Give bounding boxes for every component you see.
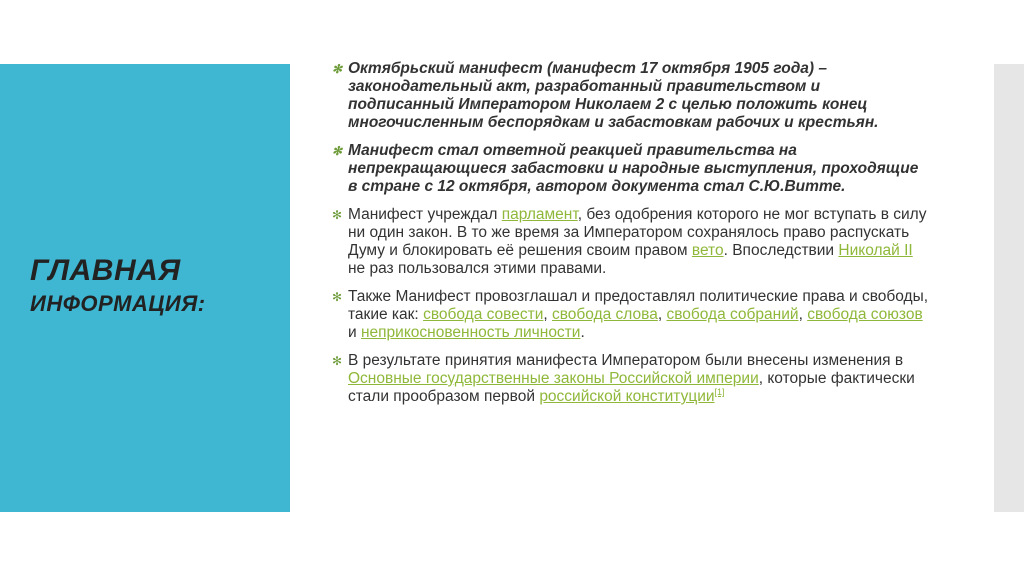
- right-decoration-strip: [994, 64, 1024, 512]
- link-freedom-of-assembly[interactable]: свобода собраний: [666, 306, 799, 323]
- separator: ,: [798, 306, 808, 323]
- bullet-item-1: [330, 60, 930, 132]
- bullet-icon: ✻: [332, 62, 343, 76]
- bullet-icon: ✻: [332, 354, 343, 368]
- bullet-text: , которые фактически стали прообразом первой: [348, 370, 915, 405]
- bullet-icon: ✻: [332, 290, 343, 304]
- link-russian-constitution[interactable]: российской конституции: [539, 388, 715, 405]
- slide-title: [30, 253, 270, 319]
- link-freedom-of-speech[interactable]: свобода слова: [551, 306, 658, 323]
- link-freedom-of-unions[interactable]: свобода союзов: [807, 306, 923, 323]
- bullet-text: . Впоследствии: [723, 242, 839, 259]
- bullet-list: [330, 60, 930, 416]
- bullet-item-5: [330, 352, 930, 406]
- separator: .: [580, 324, 585, 341]
- bullet-icon: ✻: [332, 144, 343, 158]
- bullet-icon: ✻: [332, 208, 343, 222]
- title-line-1: ГЛАВНАЯ: [30, 254, 181, 287]
- link-veto[interactable]: вето: [691, 242, 724, 259]
- bullet-item-3: [330, 206, 930, 278]
- footnote-link[interactable]: [1]: [714, 386, 725, 397]
- separator: ,: [657, 306, 667, 323]
- link-personal-inviolability[interactable]: неприкосновенность личности: [360, 324, 581, 341]
- bullet-text: не раз пользовался этими правами.: [348, 260, 607, 277]
- link-nicholas-ii[interactable]: Николай II: [838, 242, 913, 259]
- bullet-text: Октябрьский манифест (манифест 17 октября 1905 года) – законодательный акт, разработанный правительством и подписанный Императором Николаем 2 с целью положить конец многочисленным беспорядкам и забастовкам рабочих и крестьян.: [348, 60, 879, 131]
- bullet-text: Манифест учреждал: [348, 206, 502, 223]
- link-freedom-of-conscience[interactable]: свобода совести: [423, 306, 544, 323]
- title-line-2: ИНФОРМАЦИЯ:: [30, 291, 206, 316]
- separator: ,: [543, 306, 552, 323]
- separator: и: [348, 324, 361, 341]
- bullet-text: Также Манифест провозглашал и предоставлял политические права и свободы, такие как:: [348, 288, 929, 323]
- bullet-text: В результате принятия манифеста Императором были внесены изменения в: [348, 352, 904, 369]
- bullet-text: , без одобрения которого не мог вступать в силу ни один закон. В то же время за Императором сохранялось право распускать Думу и блокировать её решения своим правом: [348, 206, 927, 259]
- bullet-text: Манифест стал ответной реакцией правительства на непрекращающиеся забастовки и народные выступления, проходящие в стране с 12 октября, автором документа стал С.Ю.Витте.: [348, 142, 919, 195]
- link-fundamental-laws[interactable]: Основные государственные законы Российской империи: [348, 370, 759, 387]
- bullet-item-4: [330, 288, 930, 342]
- bullet-item-2: [330, 142, 930, 196]
- link-parliament[interactable]: парламент: [501, 206, 578, 223]
